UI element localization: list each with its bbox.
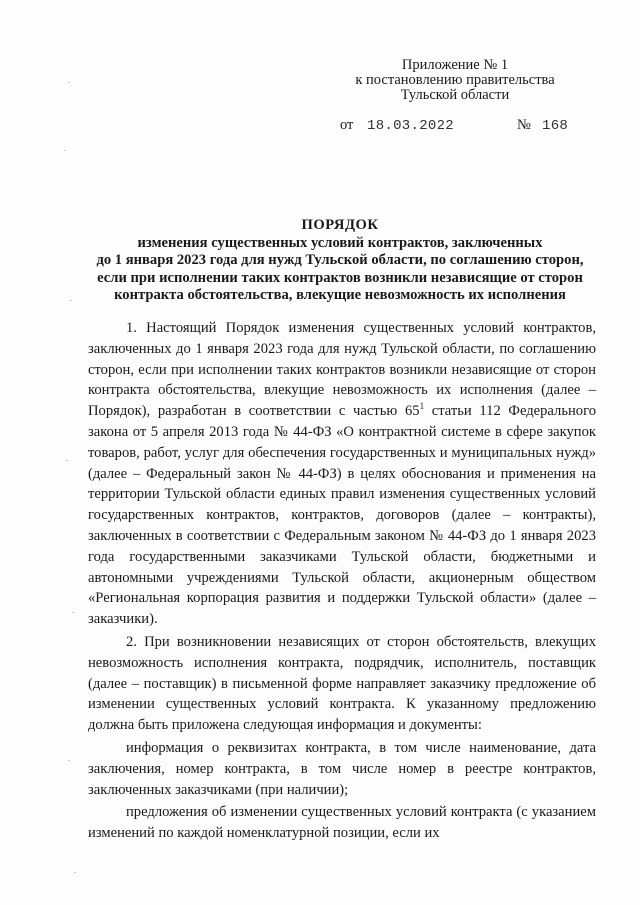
title-line-4: контракта обстоятельства, влекущие невозможность их исполнения	[114, 287, 566, 304]
paragraph-1	[88, 318, 596, 630]
decree-number: 168	[542, 118, 569, 134]
appendix-line-1: Приложение № 1	[401, 57, 509, 73]
title-line-3: если при исполнении таких контрактов возникли независящие от сторон	[97, 269, 583, 286]
scan-speck	[70, 300, 72, 301]
document-body	[88, 318, 596, 844]
scan-speck	[64, 150, 66, 151]
paragraph-1-part-a: 1. Настоящий Порядок изменения существенных условий контрактов, заключенных до 1 января 2023 года для нужд Тульской области, по соглашению сторон, если при исполнении таких контрактов возникли независящие от сторон контракта обстоятельства, влекущие невозможность их исполнения (далее – Порядок), разработан в соответствии с частью 65	[88, 320, 596, 420]
appendix-line-2: к постановлению правительства	[355, 72, 555, 88]
title-main: ПОРЯДОК	[301, 217, 379, 233]
appendix-header	[330, 58, 580, 103]
date-label: от	[340, 117, 354, 133]
scan-speck	[74, 872, 76, 873]
title-line-1: изменения существенных условий контрактов, заключенных	[137, 234, 543, 251]
decree-date: 18.03.2022	[367, 118, 455, 134]
number-label: №	[517, 117, 531, 133]
scan-speck	[66, 460, 68, 461]
paragraph-2: 2. При возникновении независящих от сторон обстоятельств, влекущих невозможность исполнения контракта, подрядчик, исполнитель, поставщик (далее – поставщик) в письменной форме направляет заказчику предложение об изменении существенных условий контракта. К указанному предложению должна быть приложена следующая информация и документы:	[88, 633, 596, 734]
document-title	[60, 217, 620, 305]
scan-speck	[68, 82, 70, 83]
paragraph-4: предложения об изменении существенных условий контракта (с указанием изменений по каждой номенклатурной позиции, если их	[88, 804, 596, 842]
superscript-1: 1	[419, 401, 425, 412]
paragraph-1-part-b: статьи 112 Федерального закона от 5 апреля 2013 года № 44-ФЗ «О контрактной системе в сфере закупок товаров, работ, услуг для обеспечения государственных и муниципальных нужд» (далее – Федеральный закон № 44-ФЗ) в целях обоснования и применения на территории Тульской области единых правил изменения существенных условий государственных контрактов, контрактов, договоров (далее – контракты), заключенных в соответствии с Федеральным законом № 44-ФЗ до 1 января 2023 года государственными заказчиками Тульской области, бюджетными и автономными учреждениями Тульской области, акционерным обществом «Региональная корпорация развития и поддержки Тульской области» (далее – заказчики).	[88, 403, 596, 628]
title-line-2: до 1 января 2023 года для нужд Тульской области, по соглашению сторон,	[96, 252, 584, 269]
paragraph-3: информация о реквизитах контракта, в том числе наименование, дата заключения, номер контракта, в том числе номер в реестре контрактов, заключенных заказчиками (при наличии);	[88, 739, 596, 798]
scan-speck	[68, 760, 70, 761]
scan-speck	[72, 612, 74, 613]
appendix-line-3: Тульской области	[400, 87, 510, 103]
